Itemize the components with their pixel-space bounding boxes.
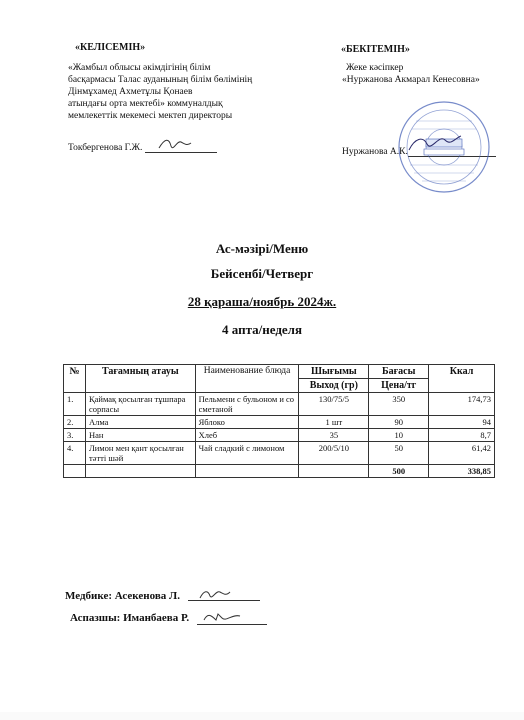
right-line: «Нуржанова Акмарал Кенесовна» xyxy=(342,75,480,85)
left-line: басқармасы Талас ауданының білім бөлімінің xyxy=(68,75,253,85)
left-signature xyxy=(157,134,193,154)
row-name-kz: Қаймақ қосылған тұшпара сорпасы xyxy=(85,393,195,416)
total-kcal: 338,85 xyxy=(429,465,495,478)
row-name-ru: Хлеб xyxy=(195,429,299,442)
table-row xyxy=(64,416,495,429)
right-signatory: Нуржанова А.К. xyxy=(342,147,408,157)
left-approval-text xyxy=(68,62,252,122)
row-name-ru: Яблоко xyxy=(195,416,299,429)
col-name-kz-header: Тағамның атауы xyxy=(85,365,195,393)
row-name-ru: Пельмени с бульоном и со сметаной xyxy=(195,393,299,416)
nurse-signature xyxy=(198,586,232,602)
row-name-ru: Чай сладкий с лимоном xyxy=(195,442,299,465)
total-empty xyxy=(299,465,369,478)
menu-table xyxy=(63,364,495,478)
row-price: 50 xyxy=(369,442,429,465)
row-num: 1. xyxy=(64,393,86,416)
col-name-ru-header: Наименование блюда xyxy=(195,365,299,393)
total-price: 500 xyxy=(369,465,429,478)
week-title: 4 апта/неделя xyxy=(222,322,302,337)
row-price: 90 xyxy=(369,416,429,429)
row-price: 10 xyxy=(369,429,429,442)
row-kcal: 94 xyxy=(429,416,495,429)
left-signatory: Токбергенова Г.Ж. xyxy=(68,143,143,153)
row-num: 3. xyxy=(64,429,86,442)
cook-signatory: Аспазшы: Иманбаева Р. xyxy=(70,612,190,624)
nurse-signatory: Медбике: Асекенова Л. xyxy=(65,590,180,602)
row-output: 130/75/5 xyxy=(299,393,369,416)
col-output-ru-header: Выход (гр) xyxy=(299,379,369,393)
table-row xyxy=(64,429,495,442)
table-header-row xyxy=(64,365,495,379)
row-num: 4. xyxy=(64,442,86,465)
day-title: Бейсенбі/Четверг xyxy=(210,266,314,281)
row-name-kz: Нан xyxy=(85,429,195,442)
col-num-header: № xyxy=(64,365,86,393)
right-line: Жеке кәсіпкер xyxy=(346,63,404,73)
col-price-ru-header: Цена/тг xyxy=(369,379,429,393)
total-empty xyxy=(85,465,195,478)
row-output: 35 xyxy=(299,429,369,442)
total-empty xyxy=(195,465,299,478)
left-line: Дінмұхамед Ахметұлы Қонаев xyxy=(68,87,193,97)
row-output: 200/5/10 xyxy=(299,442,369,465)
row-name-kz: Лимон мен қант қосылған тәтті шәй xyxy=(85,442,195,465)
cook-signature xyxy=(202,608,242,626)
right-signature xyxy=(405,130,465,156)
table-total-row xyxy=(64,465,495,478)
row-kcal: 61,42 xyxy=(429,442,495,465)
right-approval-heading: «БЕКІТЕМІН» xyxy=(341,44,410,55)
table-row xyxy=(64,442,495,465)
col-output-kz-header: Шығымы xyxy=(299,365,369,379)
row-price: 350 xyxy=(369,393,429,416)
row-kcal: 174,73 xyxy=(429,393,495,416)
left-approval-heading: «КЕЛІСЕМІН» xyxy=(75,42,146,53)
left-line: «Жамбыл облысы әкімдігінің білім xyxy=(68,63,211,73)
left-line: атындағы орта мектебі» коммуналдық xyxy=(68,99,223,109)
col-kcal-header: Ккал xyxy=(429,365,495,393)
row-output: 1 шт xyxy=(299,416,369,429)
right-approval-text xyxy=(342,62,480,86)
date-title: 28 қараша/ноябрь 2024ж. xyxy=(187,294,337,309)
row-num: 2. xyxy=(64,416,86,429)
col-price-kz-header: Бағасы xyxy=(369,365,429,379)
total-empty xyxy=(64,465,86,478)
menu-title: Ас-мәзірі/Меню xyxy=(215,241,309,256)
table-row xyxy=(64,393,495,416)
left-line: мемлекеттік мекемесі мектеп директоры xyxy=(68,111,233,121)
scan-edge xyxy=(0,712,524,720)
row-kcal: 8,7 xyxy=(429,429,495,442)
row-name-kz: Алма xyxy=(85,416,195,429)
